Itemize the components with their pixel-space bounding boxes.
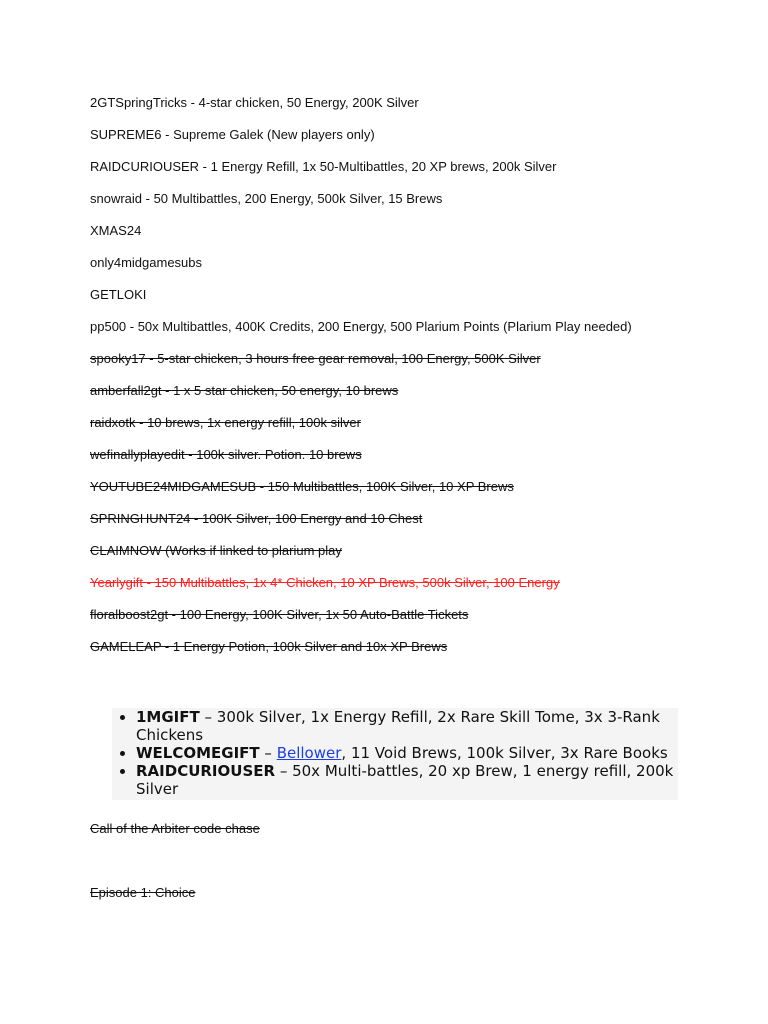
code-line: 2GTSpringTricks - 4-star chicken, 50 Energy, 200K Silver — [90, 95, 419, 110]
code-line: GETLOKI — [90, 287, 147, 302]
code-line: snowraid - 50 Multibattles, 200 Energy, 500k Silver, 15 Brews — [90, 191, 443, 206]
gift-reward-text: – 50x Multi-battles, 20 xp Brew, 1 energy refill, 200k Silver — [136, 762, 674, 798]
gift-code-box — [112, 708, 678, 800]
code-line: SUPREME6 - Supreme Galek (New players only) — [90, 127, 375, 142]
expired-code-line: CLAIMNOW (Works if linked to plarium play — [90, 543, 342, 558]
expired-code-line: wefinallyplayedit - 100k silver. Potion. 10 brews — [90, 447, 362, 462]
expired-code-line-highlighted: Yearlygift - 150 Multibattles, 1x 4* Chicken, 10 XP Brews, 500k Silver, 100 Energy — [90, 575, 560, 590]
code-line: pp500 - 50x Multibattles, 400K Credits, 200 Energy, 500 Plarium Points (Plarium Play needed) — [90, 319, 632, 334]
gift-code-list — [112, 708, 678, 798]
gift-reward-text: – 300k Silver, 1x Energy Refill, 2x Rare Skill Tome, 3x 3-Rank Chickens — [136, 708, 660, 744]
gift-separator: – — [259, 744, 277, 762]
gift-reward-text: , 11 Void Brews, 100k Silver, 3x Rare Books — [341, 744, 668, 762]
gift-code: WELCOMEGIFT — [136, 744, 260, 762]
episode-heading: Episode 1: Choice — [90, 885, 196, 900]
gift-code: RAIDCURIOUSER — [136, 762, 276, 780]
expired-code-line: SPRINGHUNT24 - 100K Silver, 100 Energy and 10 Chest — [90, 511, 423, 526]
gift-list-item — [136, 744, 678, 762]
expired-code-line: YOUTUBE24MIDGAMESUB - 150 Multibattles, 100K Silver, 10 XP Brews — [90, 479, 514, 494]
gift-list-item — [136, 708, 678, 744]
code-line: only4midgamesubs — [90, 255, 203, 270]
expired-code-line: floralboost2gt - 100 Energy, 100K Silver, 1x 50 Auto-Battle Tickets — [90, 607, 469, 622]
expired-code-line: GAMELEAP - 1 Energy Potion, 100k Silver and 10x XP Brews — [90, 639, 448, 654]
expired-code-line: amberfall2gt - 1 x 5 star chicken, 50 energy, 10 brews — [90, 383, 399, 398]
code-line: XMAS24 — [90, 223, 142, 238]
bellower-link[interactable]: Bellower — [276, 744, 342, 762]
code-line: RAIDCURIOUSER - 1 Energy Refill, 1x 50-Multibattles, 20 XP brews, 200k Silver — [90, 159, 557, 174]
section-heading: Call of the Arbiter code chase — [90, 821, 260, 836]
expired-code-line: raidxotk - 10 brews, 1x energy refill, 100k silver — [90, 415, 361, 430]
gift-code: 1MGIFT — [136, 708, 200, 726]
gift-list-item — [136, 762, 678, 798]
expired-code-line: spooky17 - 5-star chicken, 3 hours free gear removal, 100 Energy, 500K Silver — [90, 351, 541, 366]
